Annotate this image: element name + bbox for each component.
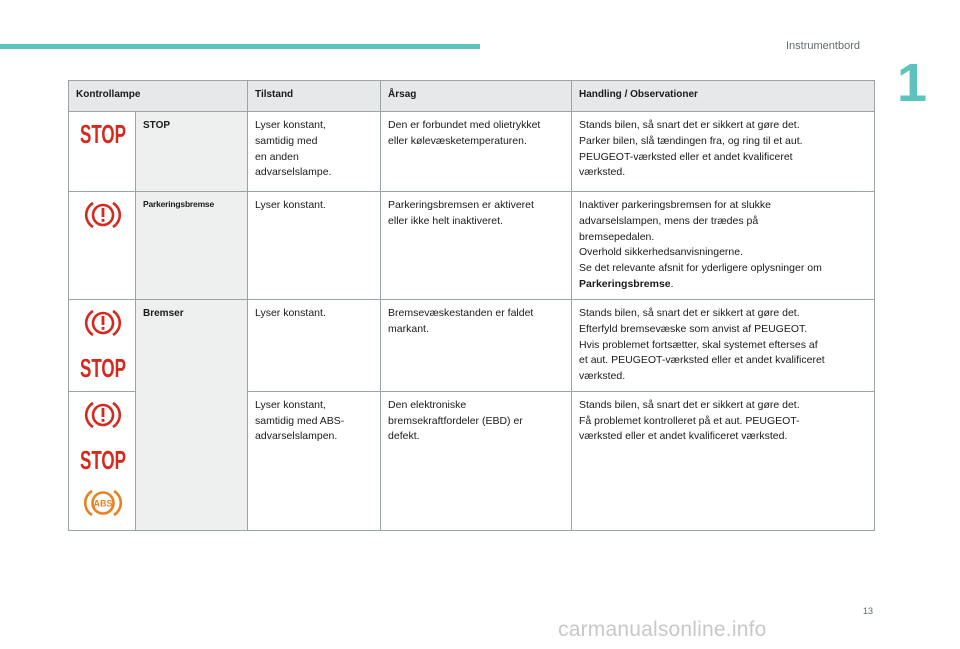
tilstand-cell: Lyser konstant, samtidig med ABS- advarselslampen. [248, 391, 381, 530]
handling-cell: Stands bilen, så snart det er sikkert at gøre det. Få problemet kontrolleret på et aut. PEUGEOT- værksted eller et andet kvalificeret værksted. [572, 391, 875, 530]
header-arsag: Årsag [381, 81, 572, 112]
stop-icon [78, 118, 128, 148]
handling-cell: Stands bilen, så snart det er sikkert at gøre det. Efterfyld bremsevæske som anvist af PEUGEOT. Hvis problemet fortsætter, skal systemet efterses af et aut. PEUGEOT-værksted eller et andet kvalificeret værksted. [572, 300, 875, 392]
header-kontrollampe: Kontrollampe [69, 81, 248, 112]
icon-cell [69, 300, 136, 392]
chapter-number: 1 [897, 53, 928, 113]
abs-icon [84, 486, 122, 520]
icon-cell [69, 391, 136, 530]
svg-text:STOP: STOP [79, 444, 126, 475]
handling-cell: Inaktiver parkeringsbremsen for at slukke advarselslampen, mens der trædes på bremsepedalen. Overhold sikkerhedsanvisningerne. Se det relevante afsnit for yderligere oplysninger om Parkeringsbremse. [572, 192, 875, 300]
header-handling: Handling / Observationer [572, 81, 875, 112]
icon-cell [69, 192, 136, 300]
handling-cell: Stands bilen, så snart det er sikkert at gøre det. Parker bilen, slå tændingen fra, og ring til et aut. PEUGEOT-værksted eller et andet kvalificeret værksted. [572, 112, 875, 192]
svg-text:ABS: ABS [92, 498, 113, 509]
brake-warning-icon [85, 306, 121, 340]
tilstand-cell: Lyser konstant, samtidig med en anden advarselslampe. [248, 112, 381, 192]
table-row [69, 300, 875, 392]
table-row [69, 192, 875, 300]
icon-cell [69, 112, 136, 192]
arsag-cell: Den elektroniske bremsekraftfordeler (EBD) er defekt. [381, 391, 572, 530]
arsag-cell: Bremsevæskestanden er faldet markant. [381, 300, 572, 392]
svg-text:STOP: STOP [79, 119, 126, 149]
section-title: Instrumentbord [786, 40, 860, 52]
watermark: carmanualsonline.info [558, 618, 767, 641]
arsag-cell: Den er forbundet med olietrykket eller kølevæsketemperaturen. [381, 112, 572, 192]
arsag-cell: Parkeringsbremsen er aktiveret eller ikke helt inaktiveret. [381, 192, 572, 300]
table-row [69, 112, 875, 192]
lamp-name: Parkeringsbremse [136, 192, 248, 300]
brake-warning-icon [85, 198, 121, 232]
stop-icon [78, 352, 128, 382]
tilstand-cell: Lyser konstant. [248, 300, 381, 392]
header-accent-bar [0, 44, 480, 49]
tilstand-cell: Lyser konstant. [248, 192, 381, 300]
header-tilstand: Tilstand [248, 81, 381, 112]
lamp-name: STOP [136, 112, 248, 192]
page-number: 13 [863, 606, 874, 616]
svg-text:STOP: STOP [79, 353, 126, 383]
table-header-row [69, 81, 875, 112]
stop-icon [78, 444, 128, 474]
lamp-name: Bremser [136, 300, 248, 531]
warning-lamp-table [68, 80, 875, 531]
brake-warning-icon [85, 398, 121, 432]
